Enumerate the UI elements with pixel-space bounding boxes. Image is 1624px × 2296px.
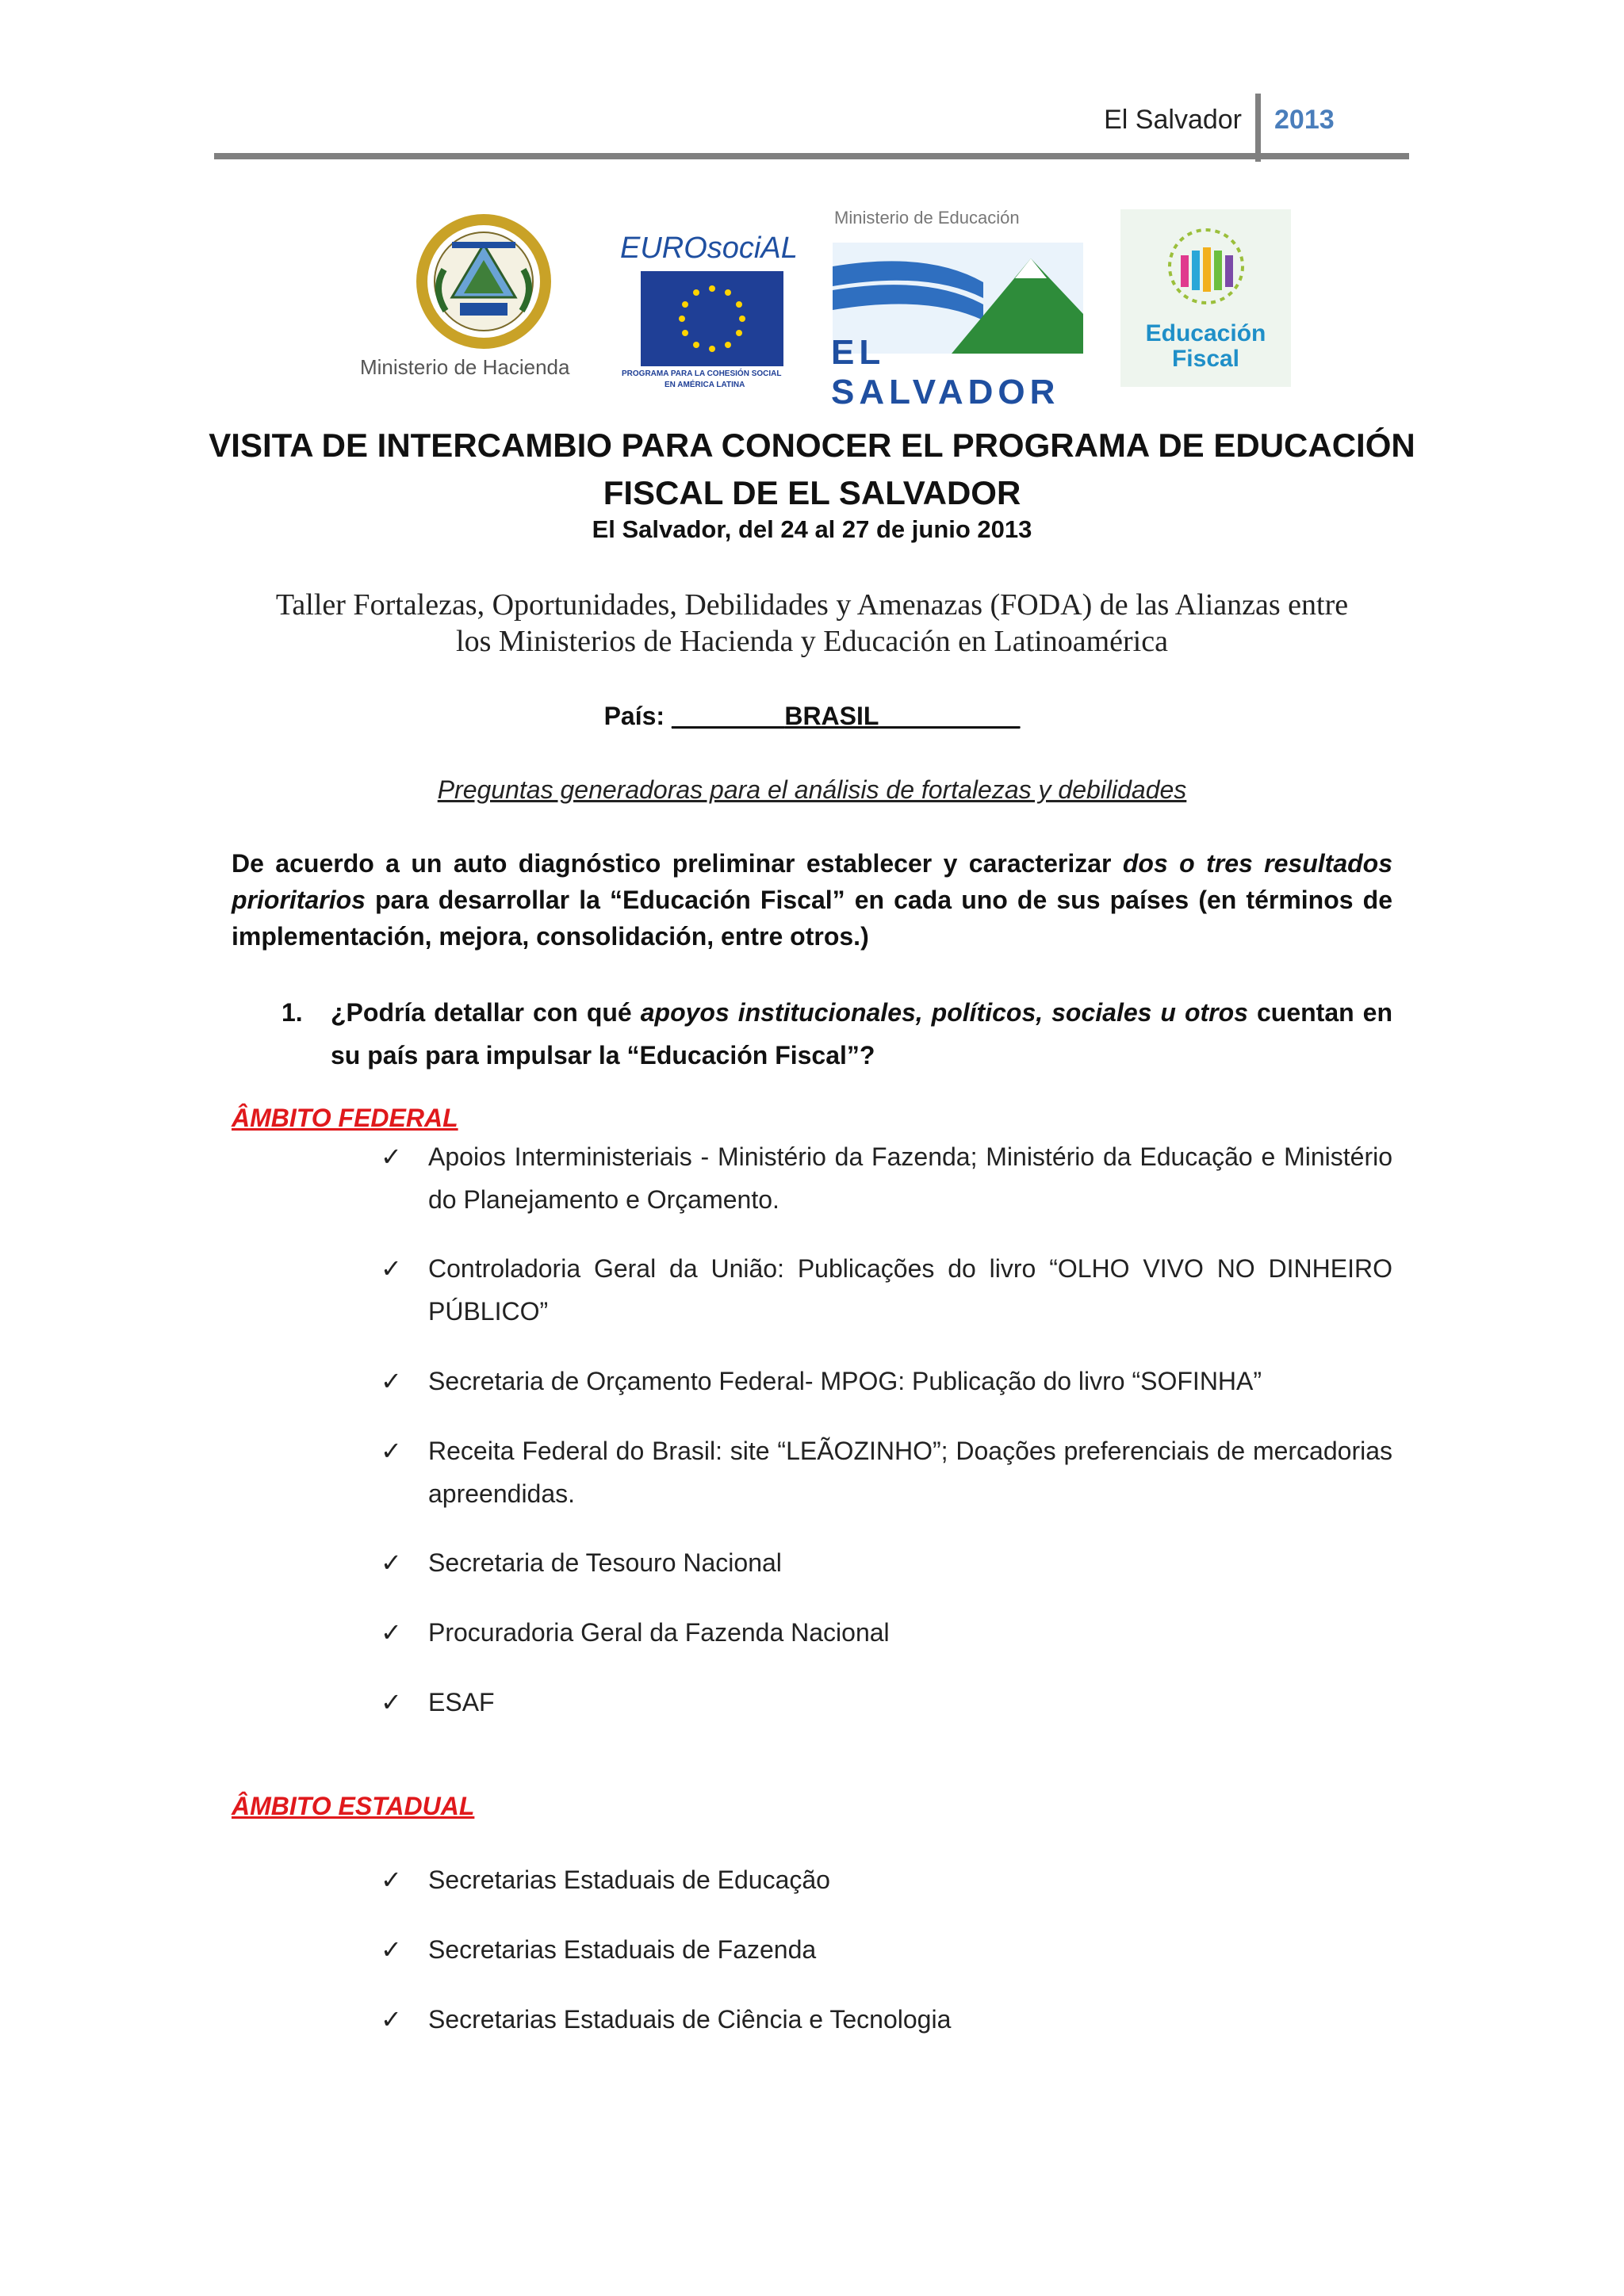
educacion-fiscal-line-1: Educación bbox=[1145, 320, 1266, 346]
logo-eurosocial bbox=[617, 206, 807, 388]
question-part-1: ¿Podría detallar con qué bbox=[331, 998, 641, 1027]
eurosocial-caption-2: EN AMÉRICA LATINA bbox=[665, 381, 745, 389]
list-item-text: Secretaria de Orçamento Federal- MPOG: Publicação do livro “SOFINHA” bbox=[428, 1367, 1262, 1395]
checkmark-icon: ✓ bbox=[381, 1934, 402, 1965]
workshop-line-2: los Ministerios de Hacienda y Educación en Latinoamérica bbox=[456, 625, 1168, 658]
checkmark-icon: ✓ bbox=[381, 1865, 402, 1895]
coat-of-arms-icon bbox=[357, 214, 611, 349]
educacion-fiscal-line-2: Fiscal bbox=[1171, 346, 1240, 372]
colorful-people-icon bbox=[1159, 227, 1254, 314]
list-item-text: Secretaria de Tesouro Nacional bbox=[428, 1548, 782, 1577]
checkmark-icon: ✓ bbox=[381, 1548, 402, 1578]
checkmark-icon: ✓ bbox=[381, 1687, 402, 1717]
intro-paragraph bbox=[232, 845, 1392, 955]
question-1 bbox=[282, 991, 1392, 1077]
checkmark-icon: ✓ bbox=[381, 1436, 402, 1466]
logo-mined bbox=[831, 208, 1086, 411]
country-field bbox=[198, 702, 1426, 731]
checkmark-icon: ✓ bbox=[381, 1366, 402, 1396]
header-divider bbox=[1255, 94, 1261, 162]
checkmark-icon: ✓ bbox=[381, 1617, 402, 1647]
page-title bbox=[198, 422, 1426, 517]
mined-top-text: Ministerio de Educación bbox=[834, 208, 1020, 228]
list-item-text: Procuradoria Geral da Fazenda Nacional bbox=[428, 1618, 890, 1647]
list-item bbox=[381, 1360, 1392, 1402]
header-country: El Salvador bbox=[1104, 105, 1242, 135]
checkmark-icon: ✓ bbox=[381, 1142, 402, 1172]
list-item bbox=[381, 1998, 1392, 2041]
list-item bbox=[381, 1429, 1392, 1515]
question-emphasis: apoyos institucionales, políticos, sociales u otros bbox=[640, 998, 1248, 1027]
logo-educacion-fiscal bbox=[1120, 209, 1291, 387]
eurosocial-brand: EUROsociAL bbox=[620, 232, 798, 265]
checkmark-icon: ✓ bbox=[381, 1253, 402, 1284]
eurosocial-caption-1: PROGRAMA PARA LA COHESIÓN SOCIAL bbox=[622, 369, 782, 378]
questions-heading: Preguntas generadoras para el análisis de fortalezas y debilidades bbox=[437, 775, 1187, 804]
country-blank-before: ________ bbox=[671, 702, 785, 730]
event-dates: El Salvador, del 24 al 27 de junio 2013 bbox=[592, 515, 1032, 543]
mined-name: EL SALVADOR bbox=[831, 333, 1060, 411]
country-label: País: bbox=[603, 702, 665, 730]
title-line-1: VISITA DE INTERCAMBIO PARA CONOCER EL PROGRAMA DE EDUCACIÓN bbox=[209, 427, 1415, 464]
workshop-line-1: Taller Fortalezas, Oportunidades, Debilidades y Amenazas (FODA) de las Alianzas entre bbox=[275, 588, 1349, 622]
list-item-text: Secretarias Estaduais de Educação bbox=[428, 1866, 830, 1894]
list-item-text: Apoios Interministeriais - Ministério da Fazenda; Ministério da Educação e Ministério do Planejamento e Orçamento. bbox=[428, 1142, 1392, 1214]
country-blank-after: __________ bbox=[879, 702, 1021, 730]
section-heading-estadual: ÂMBITO ESTADUAL bbox=[232, 1792, 475, 1820]
country-value: BRASIL bbox=[784, 702, 879, 730]
list-item bbox=[381, 1135, 1392, 1221]
intro-part-1: De acuerdo a un auto diagnóstico preliminar establecer y caracterizar bbox=[232, 849, 1123, 878]
header-rule bbox=[214, 153, 1409, 159]
checkmark-icon: ✓ bbox=[381, 2004, 402, 2034]
question-part-2: cuentan en su país para impulsar la “Educación Fiscal”? bbox=[331, 998, 1393, 1070]
intro-emphasis: dos o tres resultados prioritarios bbox=[232, 849, 1393, 914]
title-line-2: FISCAL DE EL SALVADOR bbox=[603, 474, 1021, 511]
list-item-text: ESAF bbox=[428, 1688, 495, 1716]
section-heading-federal: ÂMBITO FEDERAL bbox=[232, 1104, 458, 1132]
list-item-text: Controladoria Geral da União: Publicações do livro “OLHO VIVO NO DINHEIRO PÚBLICO” bbox=[428, 1254, 1392, 1326]
list-item bbox=[381, 1611, 1392, 1654]
header-year: 2013 bbox=[1274, 105, 1335, 135]
list-item bbox=[381, 1681, 1392, 1724]
question-text bbox=[331, 991, 1392, 1077]
list-item-text: Secretarias Estaduais de Ciência e Tecnologia bbox=[428, 2005, 952, 2034]
list-item bbox=[381, 1247, 1392, 1333]
logo-hacienda bbox=[357, 214, 611, 388]
list-item bbox=[381, 1928, 1392, 1971]
list-item-text: Secretarias Estaduais de Fazenda bbox=[428, 1935, 817, 1964]
question-number: 1. bbox=[282, 998, 303, 1027]
workshop-title bbox=[222, 587, 1402, 660]
list-item bbox=[381, 1858, 1392, 1901]
hacienda-caption: Ministerio de Hacienda bbox=[360, 355, 570, 379]
eu-flag-icon bbox=[641, 271, 783, 366]
list-item-text: Receita Federal do Brasil: site “LEÃOZINHO”; Doações preferenciais de mercadorias apreendidas. bbox=[428, 1437, 1392, 1508]
list-item bbox=[381, 1541, 1392, 1584]
intro-part-2: para desarrollar la “Educación Fiscal” en cada uno de sus países (en términos de implementación, mejora, consolidación, entre otros.) bbox=[232, 886, 1392, 951]
